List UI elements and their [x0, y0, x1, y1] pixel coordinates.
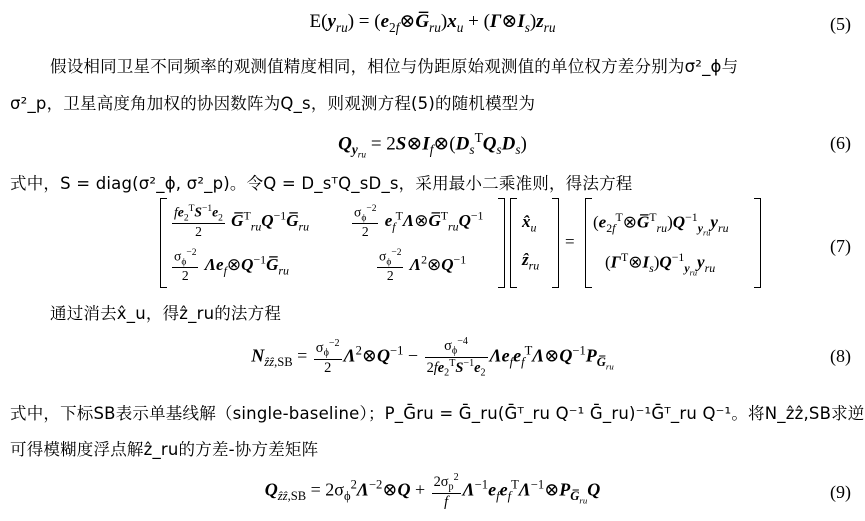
equals-sign: =: [565, 232, 575, 251]
left-bracket: [160, 198, 167, 288]
paragraph-4-line-1: 式中，下标SB表示单基线解（single-baseline）；P_Ḡru = Ḡ_ru(Ḡᵀ_ru Q⁻¹ Ḡ_ru)⁻¹Ḡᵀ_ru Q⁻¹。将N_ẑẑ,SB求逆: [10, 404, 865, 423]
equation-8: $N_{ẑẑ,SB}$ = $\frac{\sigma_\phi^{-2}}{2}$ $\Lambda^2\otimes Q^{-1}$ − $\frac{\sigma_\phi^{-4}}{2fe_2^TS^{-1}e_2}$ $\Lambda e_fe_f^T\Lambda\otimes Q^{-1}P_{G̅_{ru}}$: [251, 336, 614, 379]
equation-5-number: (5): [830, 14, 851, 34]
matrix-cell-12: $\frac{\sigma_\phi^{-2}}{2}$ $e_f^T\Lambda\otimes G̅^T_{ru}Q^{-1}$: [354, 204, 484, 240]
vector-left-bracket: [510, 198, 517, 288]
rhs-left-bracket: [585, 198, 592, 288]
equation-8-number: (8): [830, 346, 851, 366]
paragraph-1-line-1: 假设相同卫星不同频率的观测值精度相同，相位与伪距原始观测值的单位权方差分别为σ²_ϕ与: [50, 57, 739, 76]
vector-z-ru: ẑ$_{ru}$: [522, 250, 540, 273]
equation-7-matrix: [160, 198, 760, 288]
rhs-row-2: $(\Gamma^T\otimes I_s)Q^{-1}_{y_{ru}}y_{ru}$: [605, 250, 716, 278]
matrix-cell-22: $\frac{\sigma_\phi^{-2}}{2}$ $\Lambda^2\otimes Q^{-1}$: [379, 248, 467, 284]
equation-9: $Q_{ẑẑ,SB}$ = $2\sigma_\phi^2\Lambda^{-2}\otimes Q$ + $\frac{2\sigma_p^2}{f}$ $\Lambda^{-1}e_fe_f^T\Lambda^{-1}\otimes P_{G̅_{ru}}Q$: [264, 472, 601, 510]
equation-7-number: (7): [830, 236, 851, 256]
vector-x-u: $x̂_u$: [522, 212, 537, 235]
vector-right-bracket: [552, 198, 559, 288]
paragraph-4-line-2: 可得模糊度浮点解ẑ_ru的方差-协方差矩阵: [10, 440, 319, 459]
matrix-cell-11: $\frac{fe_2^TS^{-1}e_2}{2}$ $G̅^T_{ru}Q^{-1}G̅_{ru}$: [174, 204, 310, 240]
paragraph-2: 式中，S = diag(σ²_ϕ, σ²_p)。令Q = D_sᵀQ_sD_s，采用最小二乘准则，得法方程: [10, 174, 633, 193]
rhs-right-bracket: [754, 198, 761, 288]
paragraph-1-line-2: σ²_p，卫星高度角加权的协因数阵为Q_s，则观测方程(5)的随机模型为: [10, 94, 536, 113]
equation-6: $Q_{y_{ru}}$ = $2S\otimes I_f\otimes(D_s^TQ_sD_s)$: [338, 130, 527, 161]
equation-5: $E(y_{ru})$ = $(e_{2f}\otimes G̅_{ru})x_u$ + $(\Gamma\otimes I_s)z_{ru}$: [309, 11, 556, 35]
equation-6-number: (6): [830, 133, 851, 153]
matrix-cell-21: $\frac{\sigma_\phi^{-2}}{2}$ $\Lambda e_f\otimes Q^{-1}G̅_{ru}$: [174, 248, 289, 284]
rhs-row-1: $(e_{2f}^T\otimes G̅^T_{ru})Q^{-1}_{y_{ru}}y_{ru}$: [593, 210, 729, 238]
right-bracket: [498, 198, 505, 288]
equation-9-number: (9): [830, 482, 851, 502]
paragraph-3: 通过消去x̂_u，得ẑ_ru的法方程: [50, 304, 282, 323]
